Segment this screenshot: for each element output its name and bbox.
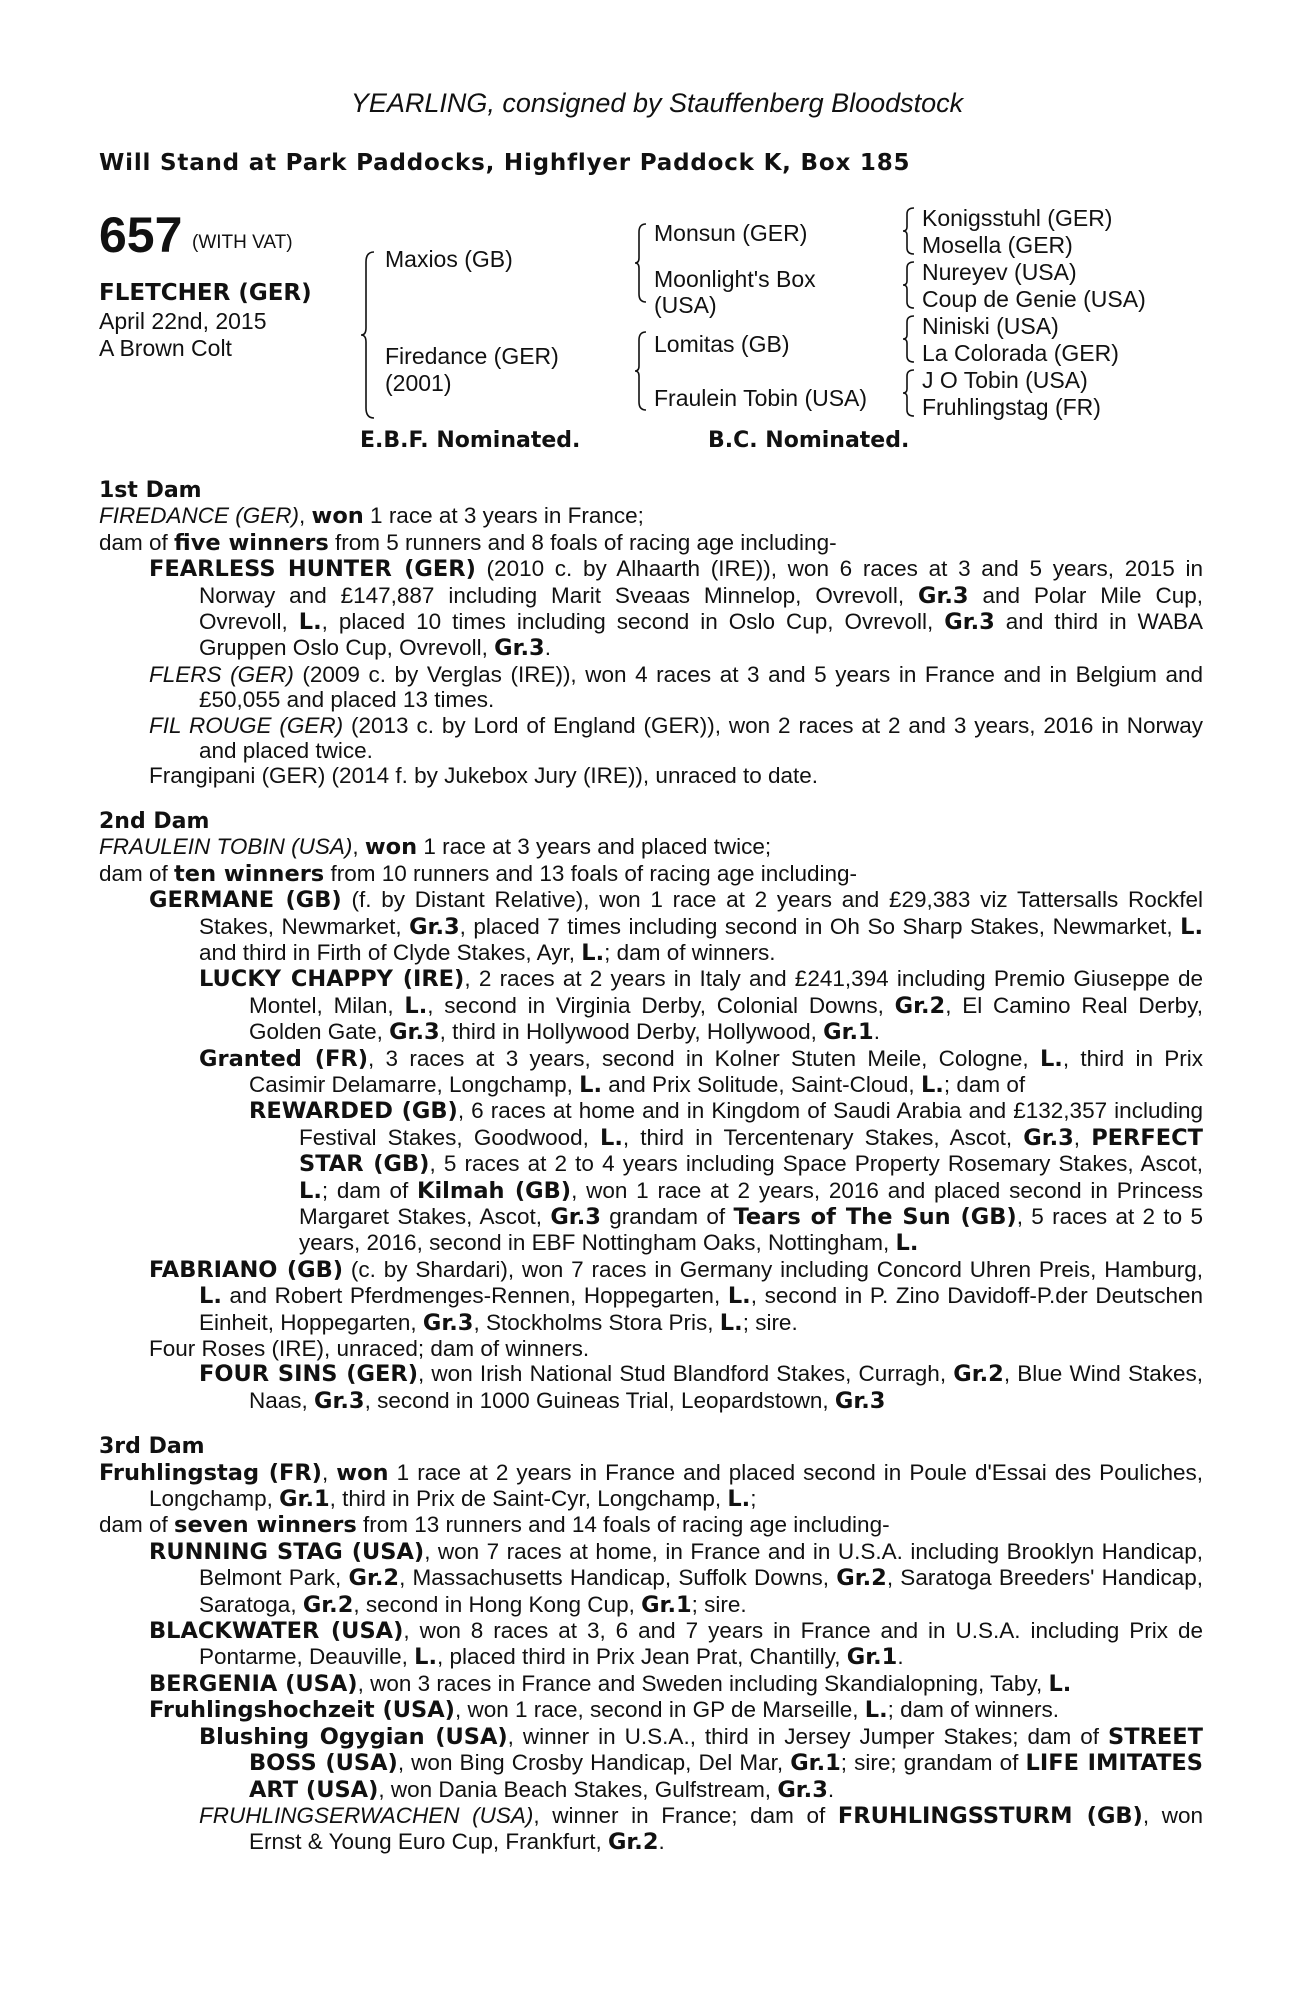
text: and Robert Pferdmenges-Rennen, Hoppegarten, xyxy=(221,1283,728,1309)
first-dam-record xyxy=(99,503,1203,529)
horse-ref: FIL ROUGE (GER) xyxy=(149,712,344,738)
text: ; dam of xyxy=(943,1071,1026,1097)
grade: Gr.1 xyxy=(641,1591,692,1618)
vat-note: (WITH VAT) xyxy=(192,232,293,253)
text: ; xyxy=(750,1486,757,1512)
text: , third in Prix Casimir Delamarre, Longchamp, xyxy=(249,1045,1203,1097)
text: dam of xyxy=(99,860,175,886)
grade: L. xyxy=(199,1283,222,1310)
text: , Saratoga Breeders' Handicap, Saratoga, xyxy=(199,1565,1203,1617)
ped-konigsstuhl: Konigsstuhl (GER) xyxy=(922,205,1113,231)
ped-j-o-tobin: J O Tobin (USA) xyxy=(922,367,1088,393)
text: (f. by Distant Relative), won 1 race at 2 years and £29,383 viz Tattersalls Rockfel Stakes, Newmarket, xyxy=(199,887,1204,939)
grade: Gr.3 xyxy=(944,609,995,636)
ped-nureyev: Nureyev (USA) xyxy=(922,259,1077,285)
sire-dam-brace xyxy=(360,250,376,420)
sire-dam-line2: (USA) xyxy=(654,292,717,318)
grade: L. xyxy=(1039,1045,1063,1072)
text: (2010 c. by Alhaarth (IRE)), won 6 races at 3 and 5 years, 2015 in Norway and £147,887 including Marit Sveaas Minnelop, Ovrevoll, xyxy=(199,556,1203,608)
grade: Gr.2 xyxy=(348,1565,400,1592)
grade: Gr.1 xyxy=(790,1750,841,1777)
horse-ref: Tears of The Sun (GB) xyxy=(733,1203,1017,1230)
brace-moonlights-box xyxy=(902,260,916,310)
stand-location: Will Stand at Park Paddocks, Highflyer Paddock K, Box 185 xyxy=(99,150,911,176)
brace-fraulein-tobin xyxy=(902,368,916,418)
catalogue-body xyxy=(99,478,1203,1856)
won-label: won xyxy=(364,834,418,861)
horse-name: FLETCHER (GER) xyxy=(99,280,312,306)
second-dam-heading: 2nd Dam xyxy=(99,808,210,834)
text: , second in 1000 Guineas Trial, Leopardstown, xyxy=(364,1387,835,1413)
produce-fruhlingshochzeit xyxy=(99,1697,1203,1723)
text: , placed 10 times including second in Oslo Cup, Ovrevoll, xyxy=(321,609,945,635)
text: , xyxy=(352,834,365,860)
text: ; dam of xyxy=(321,1177,418,1203)
text: , winner in France; dam of xyxy=(533,1802,838,1828)
first-dam-produce-summary xyxy=(99,530,1203,556)
text: (2009 c. by Verglas (IRE)), won 4 races at 3 and 5 years in France and in Belgium and £50,055 and placed 13 times. xyxy=(199,661,1204,713)
text: . xyxy=(827,1776,835,1802)
horse-ref: FLERS (GER) xyxy=(149,661,294,687)
text: , second in Hong Kong Cup, xyxy=(353,1591,642,1617)
grade: Gr.3 xyxy=(314,1387,365,1414)
text: dam of xyxy=(99,529,175,555)
third-dam-record xyxy=(99,1460,1203,1513)
text: , El Camino Real Derby, Golden Gate, xyxy=(249,992,1203,1045)
second-dam-produce-summary xyxy=(99,861,1203,887)
produce-fil-rouge xyxy=(99,713,1203,764)
text: ; sire. xyxy=(691,1591,747,1617)
text: from 10 runners and 13 foals of racing age including- xyxy=(324,860,858,886)
text: and Polar Mile Cup, Ovrevoll, xyxy=(199,582,1203,635)
grade: Gr.3 xyxy=(389,1019,440,1046)
grade: L. xyxy=(920,1071,944,1098)
horse-ref: FRUHLINGSSTURM (GB) xyxy=(837,1802,1143,1829)
grade: Gr.3 xyxy=(1023,1124,1074,1151)
text: from 5 runners and 8 foals of racing age including- xyxy=(328,529,837,555)
third-dam-heading: 3rd Dam xyxy=(99,1434,205,1460)
grade: L. xyxy=(864,1697,888,1724)
brace-monsun xyxy=(902,206,916,256)
text: , 5 races at 2 to 5 years, 2016, second in EBF Nottingham Oaks, Nottingham, xyxy=(299,1203,1204,1256)
horse-ref: FOUR SINS (GER) xyxy=(199,1361,418,1388)
grade: Gr.2 xyxy=(894,992,946,1019)
text: , second in P. Zino Davidoff-P.der Deutschen Einheit, Hoppegarten, xyxy=(199,1283,1203,1335)
sire-dam-line1: Moonlight's Box xyxy=(654,266,816,292)
text: , winner in U.S.A., third in Jersey Jumper Stakes; dam of xyxy=(507,1723,1109,1749)
text: , third in Prix de Saint-Cyr, Longchamp, xyxy=(329,1486,728,1512)
text: 1 race at 3 years and placed twice; xyxy=(417,834,772,860)
grade: L. xyxy=(404,992,428,1019)
produce-four-sins xyxy=(99,1361,1203,1414)
grade: Gr.1 xyxy=(823,1019,874,1046)
text: ; dam of winners. xyxy=(604,939,776,965)
produce-running-stag xyxy=(99,1539,1203,1618)
text: , won Dania Beach Stakes, Gulfstream, xyxy=(378,1776,778,1802)
horse-ref: Kilmah (GB) xyxy=(417,1177,572,1204)
horse-ref: Fruhlingstag (FR) xyxy=(99,1459,322,1486)
text: , won 3 races in France and Sweden including Skandialopning, Taby, xyxy=(357,1670,1049,1696)
ped-niniski: Niniski (USA) xyxy=(922,313,1059,339)
text: , placed 7 times including second in Oh So Sharp Stakes, Newmarket, xyxy=(459,913,1181,939)
ped-coup-de-genie: Coup de Genie (USA) xyxy=(922,286,1146,312)
text: , xyxy=(299,503,312,529)
winners-count: seven winners xyxy=(174,1512,357,1539)
produce-fearless-hunter xyxy=(99,556,1203,662)
winners-count: ten winners xyxy=(174,860,325,887)
text: , won 7 races at home, in France and in U.S.A. including Brooklyn Handicap, Belmont Park, xyxy=(199,1538,1203,1591)
dam-name-ref: FIREDANCE (GER) xyxy=(99,503,300,529)
text: , won Bing Crosby Handicap, Del Mar, xyxy=(397,1750,791,1776)
consignment-line: YEARLING, consigned by Stauffenberg Bloodstock xyxy=(350,88,964,118)
text: , xyxy=(321,1459,337,1485)
first-dam-heading: 1st Dam xyxy=(99,478,202,503)
grade: L. xyxy=(414,1644,437,1671)
text: , Massachusetts Handicap, Suffolk Downs, xyxy=(399,1565,837,1591)
text: (2013 c. by Lord of England (GER)), won 2 races at 2 and 3 years, 2016 in Norway and placed twice. xyxy=(199,712,1203,764)
grade: L. xyxy=(581,939,605,966)
produce-fabriano xyxy=(99,1257,1203,1336)
text: . xyxy=(873,1019,880,1045)
horse-ref: LUCKY CHAPPY (IRE) xyxy=(199,966,465,993)
dam-year: (2001) xyxy=(385,370,452,396)
text: , xyxy=(1073,1124,1092,1150)
text: , 2 races at 2 years in Italy and £241,394 including Premio Giuseppe de Montel, Milan, xyxy=(249,966,1203,1018)
text: , third in Hollywood Derby, Hollywood, xyxy=(439,1019,824,1045)
third-dam-produce-summary xyxy=(99,1512,1203,1538)
horse-ref: FEARLESS HUNTER (GER) xyxy=(149,556,476,583)
foaling-date: April 22nd, 2015 xyxy=(99,308,267,334)
horse-ref: FRAULEIN TOBIN (USA) xyxy=(99,834,353,860)
text: , won 8 races at 3, 6 and 7 years in France and in U.S.A. including Prix de Pontarme, Deauville, xyxy=(199,1618,1203,1670)
lot-number: 657 xyxy=(99,207,183,263)
grade: L. xyxy=(1048,1670,1072,1697)
text: , Blue Wind Stakes, Naas, xyxy=(249,1361,1203,1413)
grade: Gr.3 xyxy=(834,1387,886,1414)
grade: Gr.2 xyxy=(953,1361,1004,1388)
horse-ref: PERFECT STAR (GB) xyxy=(299,1124,1203,1178)
produce-blackwater xyxy=(99,1618,1203,1671)
grade: Gr.1 xyxy=(846,1644,898,1671)
grade: Gr.2 xyxy=(607,1829,659,1856)
text: . xyxy=(658,1829,665,1855)
horse-ref: Granted (FR) xyxy=(199,1045,369,1072)
produce-blushing-ogygian xyxy=(99,1724,1203,1803)
grade: L. xyxy=(719,1309,743,1336)
text: ; sire; grandam of xyxy=(840,1750,1026,1776)
text: , Stockholms Stora Pris, xyxy=(473,1309,720,1335)
horse-ref: LIFE IMITATES ART (USA) xyxy=(249,1750,1203,1803)
text: and Prix Solitude, Saint-Cloud, xyxy=(602,1071,921,1097)
grade: Gr.3 xyxy=(494,635,545,662)
grade: Gr.3 xyxy=(918,582,969,609)
text: , placed third in Prix Jean Prat, Chantilly, xyxy=(437,1644,847,1670)
ped-la-colorada: La Colorada (GER) xyxy=(922,340,1119,366)
ebf-nominated: E.B.F. Nominated. xyxy=(360,428,581,453)
text: , won 1 race, second in GP de Marseille, xyxy=(454,1697,865,1723)
text: from 13 runners and 14 foals of racing age including- xyxy=(356,1512,890,1538)
produce-frangipani: Frangipani (GER) (2014 f. by Jukebox Jury (IRE)), unraced to date. xyxy=(149,763,819,789)
winners-count: five winners xyxy=(174,529,329,556)
won-label: won xyxy=(311,503,364,530)
bc-nominated: B.C. Nominated. xyxy=(708,428,910,453)
produce-fruhlingserwachen xyxy=(99,1803,1203,1856)
won-label: won xyxy=(336,1459,389,1486)
horse-ref: RUNNING STAG (USA) xyxy=(149,1538,425,1565)
horse-ref: REWARDED (GB) xyxy=(249,1098,458,1125)
grade: Gr.2 xyxy=(302,1591,354,1618)
produce-germane xyxy=(99,887,1203,966)
horse-ref: Blushing Ogygian (USA) xyxy=(199,1723,508,1750)
text: , second in Virginia Derby, Colonial Downs, xyxy=(427,992,895,1018)
dam-line-brace xyxy=(634,330,648,412)
dam-sire: Lomitas (GB) xyxy=(654,331,790,357)
horse-ref: FABRIANO (GB) xyxy=(149,1256,344,1283)
horse-ref: STREET BOSS (USA) xyxy=(249,1723,1203,1777)
grade: L. xyxy=(600,1124,623,1151)
produce-rewarded xyxy=(99,1098,1203,1256)
text: (c. by Shardari), won 7 races in Germany including Concord Uhren Preis, Hamburg, xyxy=(343,1256,1203,1282)
produce-granted xyxy=(99,1046,1203,1099)
ped-mosella: Mosella (GER) xyxy=(922,232,1073,258)
horse-ref: FRUHLINGSERWACHEN (USA) xyxy=(199,1802,534,1828)
text: , won 1 race at 2 years, 2016 and placed second in Princess Margaret Stakes, Ascot, xyxy=(299,1177,1203,1229)
horse-ref: BLACKWATER (USA) xyxy=(149,1618,404,1645)
produce-bergenia xyxy=(99,1671,1203,1697)
brace-lomitas xyxy=(902,314,916,364)
dam-dam: Fraulein Tobin (USA) xyxy=(654,385,868,411)
text: , 6 races at home and in Kingdom of Saudi Arabia and £132,357 including Festival Stakes, Goodwood, xyxy=(299,1098,1203,1150)
text: grandam of xyxy=(600,1203,734,1229)
grade: L. xyxy=(298,609,322,636)
dam-name: Firedance (GER) xyxy=(385,343,559,369)
text: , third in Tercentenary Stakes, Ascot, xyxy=(622,1124,1024,1150)
grade: L. xyxy=(579,1071,603,1098)
text: . xyxy=(897,1644,904,1670)
grade: L. xyxy=(727,1283,751,1310)
grade: L. xyxy=(1180,913,1203,940)
grade: L. xyxy=(299,1177,322,1204)
grade: Gr.3 xyxy=(777,1776,828,1803)
second-dam-record xyxy=(99,834,1203,860)
ped-fruhlingstag: Fruhlingstag (FR) xyxy=(922,394,1101,420)
text: 1 race at 3 years in France; xyxy=(363,503,644,529)
text: dam of xyxy=(99,1512,175,1538)
sire-line-brace xyxy=(634,222,648,304)
grade: Gr.3 xyxy=(550,1203,601,1230)
produce-lucky-chappy xyxy=(99,966,1203,1045)
text: 1 race at 2 years in France and placed second in Poule d'Essai des Pouliches, Longchamp, xyxy=(149,1459,1203,1512)
grade: Gr.3 xyxy=(422,1309,474,1336)
horse-description: A Brown Colt xyxy=(99,335,232,361)
sire-sire: Monsun (GER) xyxy=(654,220,808,246)
horse-ref: Fruhlingshochzeit (USA) xyxy=(149,1697,455,1724)
sire-name: Maxios (GB) xyxy=(385,246,513,272)
grade: Gr.3 xyxy=(409,913,460,940)
grade: Gr.2 xyxy=(836,1565,887,1592)
text: and third in WABA Gruppen Oslo Cup, Ovrevoll, xyxy=(199,609,1203,661)
grade: Gr.1 xyxy=(279,1486,330,1513)
text: ; sire. xyxy=(742,1309,798,1335)
grade: L. xyxy=(727,1486,751,1513)
horse-ref: BERGENIA (USA) xyxy=(149,1670,358,1697)
produce-four-roses: Four Roses (IRE), unraced; dam of winners. xyxy=(149,1336,590,1361)
text: ; dam of winners. xyxy=(887,1697,1059,1723)
grade: L. xyxy=(895,1230,919,1257)
produce-flers xyxy=(99,662,1203,713)
text: , 5 races at 2 to 4 years including Space Property Rosemary Stakes, Ascot, xyxy=(429,1151,1203,1177)
text: , won Ernst & Young Euro Cup, Frankfurt, xyxy=(249,1802,1204,1855)
text: , 3 races at 3 years, second in Kolner Stuten Meile, Cologne, xyxy=(368,1045,1040,1071)
text: . xyxy=(544,635,551,661)
horse-ref: GERMANE (GB) xyxy=(149,887,342,914)
text: , won Irish National Stud Blandford Stakes, Curragh, xyxy=(417,1361,954,1387)
text: and third in Firth of Clyde Stakes, Ayr, xyxy=(199,939,582,965)
